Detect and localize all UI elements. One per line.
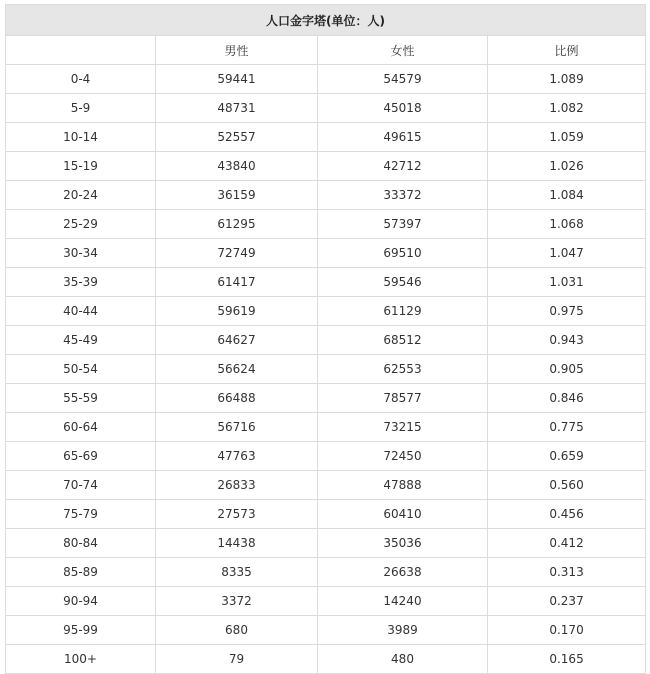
- table-row: [6, 210, 646, 239]
- ratio-cell: 0.412: [488, 529, 646, 558]
- ratio-cell: 1.082: [488, 94, 646, 123]
- table-row: [6, 65, 646, 94]
- table-row: [6, 587, 646, 616]
- ratio-cell: 1.059: [488, 123, 646, 152]
- male-count-cell: 27573: [156, 500, 318, 529]
- age-group-cell: 25-29: [6, 210, 156, 239]
- age-group-cell: 60-64: [6, 413, 156, 442]
- population-pyramid-table: [5, 4, 646, 674]
- age-group-cell: 0-4: [6, 65, 156, 94]
- age-group-cell: 40-44: [6, 297, 156, 326]
- female-count-cell: 61129: [318, 297, 488, 326]
- male-count-cell: 14438: [156, 529, 318, 558]
- male-count-cell: 56716: [156, 413, 318, 442]
- population-table-container: [5, 4, 645, 674]
- header-female: 女性: [318, 36, 488, 65]
- table-row: [6, 616, 646, 645]
- table-row: [6, 442, 646, 471]
- female-count-cell: 47888: [318, 471, 488, 500]
- table-row: [6, 268, 646, 297]
- male-count-cell: 64627: [156, 326, 318, 355]
- ratio-cell: 0.165: [488, 645, 646, 674]
- table-row: [6, 529, 646, 558]
- female-count-cell: 60410: [318, 500, 488, 529]
- male-count-cell: 72749: [156, 239, 318, 268]
- male-count-cell: 79: [156, 645, 318, 674]
- ratio-cell: 1.031: [488, 268, 646, 297]
- female-count-cell: 35036: [318, 529, 488, 558]
- male-count-cell: 680: [156, 616, 318, 645]
- ratio-cell: 0.456: [488, 500, 646, 529]
- female-count-cell: 72450: [318, 442, 488, 471]
- age-group-cell: 30-34: [6, 239, 156, 268]
- female-count-cell: 69510: [318, 239, 488, 268]
- female-count-cell: 26638: [318, 558, 488, 587]
- ratio-cell: 0.943: [488, 326, 646, 355]
- female-count-cell: 33372: [318, 181, 488, 210]
- table-row: [6, 297, 646, 326]
- age-group-cell: 15-19: [6, 152, 156, 181]
- table-row: [6, 181, 646, 210]
- table-row: [6, 500, 646, 529]
- female-count-cell: 45018: [318, 94, 488, 123]
- male-count-cell: 47763: [156, 442, 318, 471]
- female-count-cell: 62553: [318, 355, 488, 384]
- female-count-cell: 57397: [318, 210, 488, 239]
- header-male: 男性: [156, 36, 318, 65]
- age-group-cell: 70-74: [6, 471, 156, 500]
- age-group-cell: 5-9: [6, 94, 156, 123]
- female-count-cell: 3989: [318, 616, 488, 645]
- age-group-cell: 75-79: [6, 500, 156, 529]
- ratio-cell: 0.237: [488, 587, 646, 616]
- male-count-cell: 61295: [156, 210, 318, 239]
- ratio-cell: 0.560: [488, 471, 646, 500]
- ratio-cell: 0.170: [488, 616, 646, 645]
- table-row: [6, 94, 646, 123]
- male-count-cell: 59441: [156, 65, 318, 94]
- male-count-cell: 52557: [156, 123, 318, 152]
- ratio-cell: 0.905: [488, 355, 646, 384]
- table-title-row: [6, 5, 646, 36]
- male-count-cell: 56624: [156, 355, 318, 384]
- table-row: [6, 413, 646, 442]
- age-group-cell: 90-94: [6, 587, 156, 616]
- male-count-cell: 59619: [156, 297, 318, 326]
- header-age-group: [6, 36, 156, 65]
- table-row: [6, 239, 646, 268]
- age-group-cell: 35-39: [6, 268, 156, 297]
- female-count-cell: 54579: [318, 65, 488, 94]
- header-ratio: 比例: [488, 36, 646, 65]
- age-group-cell: 55-59: [6, 384, 156, 413]
- male-count-cell: 43840: [156, 152, 318, 181]
- table-row: [6, 645, 646, 674]
- table-body: [6, 65, 646, 674]
- female-count-cell: 73215: [318, 413, 488, 442]
- female-count-cell: 78577: [318, 384, 488, 413]
- ratio-cell: 1.089: [488, 65, 646, 94]
- age-group-cell: 95-99: [6, 616, 156, 645]
- male-count-cell: 66488: [156, 384, 318, 413]
- age-group-cell: 50-54: [6, 355, 156, 384]
- age-group-cell: 10-14: [6, 123, 156, 152]
- table-header-row: [6, 36, 646, 65]
- ratio-cell: 1.068: [488, 210, 646, 239]
- table-row: [6, 123, 646, 152]
- female-count-cell: 14240: [318, 587, 488, 616]
- table-row: [6, 326, 646, 355]
- female-count-cell: 42712: [318, 152, 488, 181]
- table-row: [6, 152, 646, 181]
- male-count-cell: 36159: [156, 181, 318, 210]
- ratio-cell: 1.047: [488, 239, 646, 268]
- table-row: [6, 355, 646, 384]
- ratio-cell: 0.775: [488, 413, 646, 442]
- male-count-cell: 48731: [156, 94, 318, 123]
- age-group-cell: 85-89: [6, 558, 156, 587]
- ratio-cell: 0.313: [488, 558, 646, 587]
- table-row: [6, 384, 646, 413]
- male-count-cell: 8335: [156, 558, 318, 587]
- ratio-cell: 0.659: [488, 442, 646, 471]
- age-group-cell: 20-24: [6, 181, 156, 210]
- ratio-cell: 0.975: [488, 297, 646, 326]
- age-group-cell: 100+: [6, 645, 156, 674]
- ratio-cell: 1.026: [488, 152, 646, 181]
- age-group-cell: 80-84: [6, 529, 156, 558]
- female-count-cell: 480: [318, 645, 488, 674]
- female-count-cell: 49615: [318, 123, 488, 152]
- table-row: [6, 471, 646, 500]
- table-row: [6, 558, 646, 587]
- male-count-cell: 3372: [156, 587, 318, 616]
- male-count-cell: 61417: [156, 268, 318, 297]
- table-title: 人口金字塔(单位：人): [6, 5, 646, 36]
- male-count-cell: 26833: [156, 471, 318, 500]
- female-count-cell: 68512: [318, 326, 488, 355]
- ratio-cell: 0.846: [488, 384, 646, 413]
- age-group-cell: 65-69: [6, 442, 156, 471]
- age-group-cell: 45-49: [6, 326, 156, 355]
- female-count-cell: 59546: [318, 268, 488, 297]
- ratio-cell: 1.084: [488, 181, 646, 210]
